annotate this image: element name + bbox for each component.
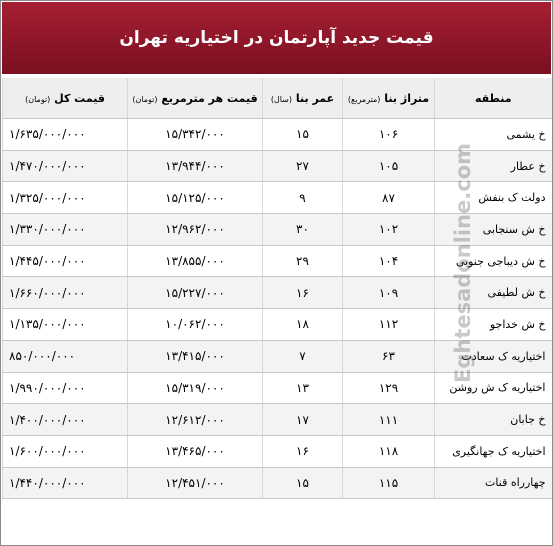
cell-region: خ ش لطیفی [435, 277, 552, 309]
header-price-per-meter: قیمت هر مترمربع (تومان) [128, 78, 263, 119]
apartment-price-table [2, 78, 552, 499]
cell-total-price: ۱/۴۴۰/۰۰۰/۰۰۰ [3, 467, 128, 499]
table-title: قیمت جدید آپارتمان در اختیاریه تهران [2, 2, 551, 74]
cell-age: ۷ [263, 340, 343, 372]
cell-total-price: ۱/۱۳۵/۰۰۰/۰۰۰ [3, 309, 128, 341]
cell-area: ۱۱۸ [343, 435, 435, 467]
cell-age: ۱۵ [263, 119, 343, 151]
table-row [3, 119, 552, 151]
cell-region: خ یشمی [435, 119, 552, 151]
cell-total-price: ۱/۴۴۵/۰۰۰/۰۰۰ [3, 245, 128, 277]
cell-area: ۱۱۲ [343, 309, 435, 341]
table-row [3, 150, 552, 182]
cell-total-price: ۱/۳۳۰/۰۰۰/۰۰۰ [3, 214, 128, 246]
header-total-unit: (تومان) [25, 94, 51, 104]
cell-age: ۳۰ [263, 214, 343, 246]
cell-area: ۱۰۵ [343, 150, 435, 182]
cell-price-per-meter: ۱۲/۶۱۲/۰۰۰ [128, 404, 263, 436]
header-region: منطقه [435, 78, 552, 119]
cell-age: ۱۸ [263, 309, 343, 341]
cell-region: دولت ک بنفش [435, 182, 552, 214]
table-row [3, 372, 552, 404]
cell-total-price: ۱/۴۰۰/۰۰۰/۰۰۰ [3, 404, 128, 436]
cell-total-price: ۱/۳۲۵/۰۰۰/۰۰۰ [3, 182, 128, 214]
cell-age: ۲۷ [263, 150, 343, 182]
cell-price-per-meter: ۱۵/۳۴۲/۰۰۰ [128, 119, 263, 151]
table-row [3, 245, 552, 277]
cell-age: ۱۶ [263, 277, 343, 309]
table-row [3, 404, 552, 436]
cell-region: خ ش سنجابی [435, 214, 552, 246]
cell-age: ۲۹ [263, 245, 343, 277]
cell-region: اختیاریه ک ش روشن [435, 372, 552, 404]
cell-price-per-meter: ۱۵/۱۲۵/۰۰۰ [128, 182, 263, 214]
cell-price-per-meter: ۱۵/۳۱۹/۰۰۰ [128, 372, 263, 404]
cell-region: اختیاریه ک جهانگیری [435, 435, 552, 467]
cell-price-per-meter: ۱۳/۹۴۴/۰۰۰ [128, 150, 263, 182]
cell-area: ۱۱۵ [343, 467, 435, 499]
cell-area: ۱۰۶ [343, 119, 435, 151]
table-row [3, 214, 552, 246]
watermark: Eghtesadonline.com [451, 142, 475, 383]
header-total-price: قیمت کل (تومان) [3, 78, 128, 119]
cell-price-per-meter: ۱۳/۸۵۵/۰۰۰ [128, 245, 263, 277]
cell-age: ۱۶ [263, 435, 343, 467]
cell-age: ۱۷ [263, 404, 343, 436]
cell-total-price: ۸۵۰/۰۰۰/۰۰۰ [3, 340, 128, 372]
cell-price-per-meter: ۱۰/۰۶۲/۰۰۰ [128, 309, 263, 341]
cell-region: اختیاریه ک سعادت [435, 340, 552, 372]
cell-area: ۶۳ [343, 340, 435, 372]
cell-area: ۱۲۹ [343, 372, 435, 404]
cell-area: ۱۱۱ [343, 404, 435, 436]
header-row [3, 78, 552, 119]
table-row [3, 467, 552, 499]
cell-age: ۱۵ [263, 467, 343, 499]
cell-total-price: ۱/۶۰۰/۰۰۰/۰۰۰ [3, 435, 128, 467]
table-row [3, 182, 552, 214]
cell-price-per-meter: ۱۵/۲۲۷/۰۰۰ [128, 277, 263, 309]
cell-region: خ ش دیباجی جنوبی [435, 245, 552, 277]
header-ppm-unit: (تومان) [132, 94, 158, 104]
cell-area: ۱۰۲ [343, 214, 435, 246]
cell-age: ۱۳ [263, 372, 343, 404]
cell-region: خ عطار [435, 150, 552, 182]
cell-price-per-meter: ۱۳/۴۱۵/۰۰۰ [128, 340, 263, 372]
table-row [3, 435, 552, 467]
table-row [3, 277, 552, 309]
cell-price-per-meter: ۱۳/۴۶۵/۰۰۰ [128, 435, 263, 467]
cell-total-price: ۱/۶۳۵/۰۰۰/۰۰۰ [3, 119, 128, 151]
table-row [3, 309, 552, 341]
table-row [3, 340, 552, 372]
cell-area: ۱۰۹ [343, 277, 435, 309]
cell-total-price: ۱/۴۷۰/۰۰۰/۰۰۰ [3, 150, 128, 182]
header-area: متراژ بنا (مترمربع) [343, 78, 435, 119]
cell-price-per-meter: ۱۲/۴۵۱/۰۰۰ [128, 467, 263, 499]
cell-region: چهارراه قنات [435, 467, 552, 499]
cell-age: ۹ [263, 182, 343, 214]
cell-region: خ جابان [435, 404, 552, 436]
cell-area: ۱۰۴ [343, 245, 435, 277]
header-age-unit: (سال) [270, 94, 293, 104]
cell-total-price: ۱/۶۶۰/۰۰۰/۰۰۰ [3, 277, 128, 309]
cell-total-price: ۱/۹۹۰/۰۰۰/۰۰۰ [3, 372, 128, 404]
cell-area: ۸۷ [343, 182, 435, 214]
cell-region: خ ش خداجو [435, 309, 552, 341]
cell-price-per-meter: ۱۲/۹۶۲/۰۰۰ [128, 214, 263, 246]
header-age: عمر بنا (سال) [263, 78, 343, 119]
header-area-unit: (مترمربع) [347, 94, 381, 104]
